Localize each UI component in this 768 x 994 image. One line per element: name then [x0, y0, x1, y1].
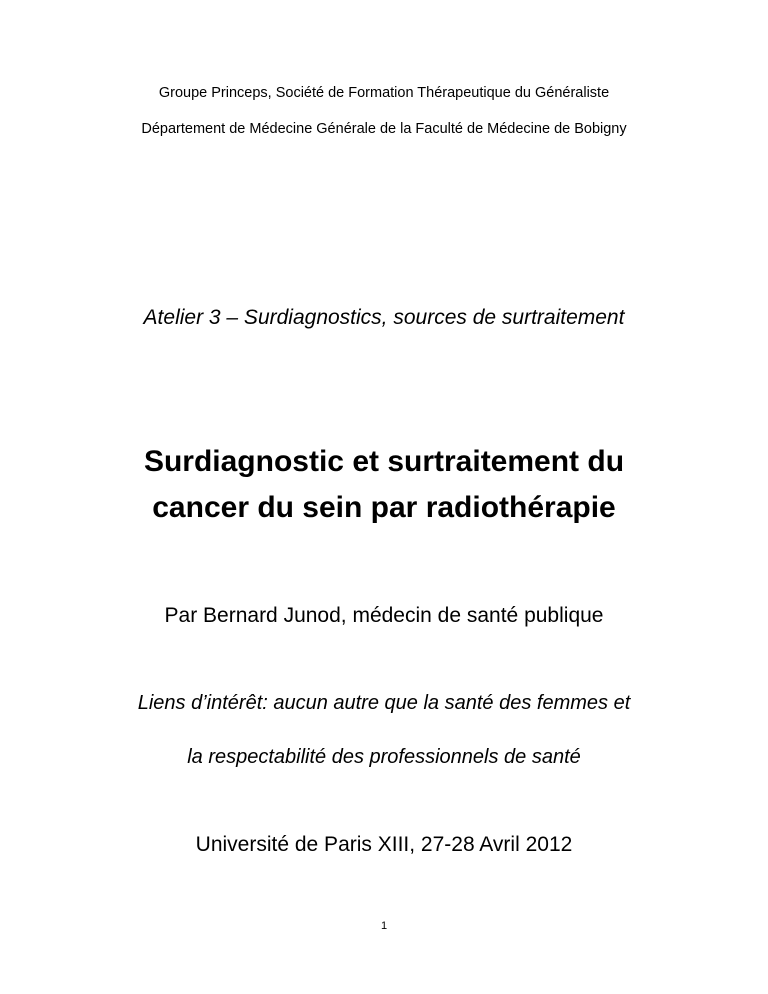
author-line: Par Bernard Junod, médecin de santé publique: [164, 604, 604, 627]
conflicts-of-interest-line-1: Liens d’intérêt: aucun autre que la santé des femmes et: [137, 692, 631, 714]
conflicts-of-interest-line-2: la respectabilité des professionnels de santé: [187, 746, 581, 768]
document-title-line-2: cancer du sein par radiothérapie: [152, 491, 616, 524]
organization-header: Groupe Princeps, Société de Formation Thérapeutique du Généraliste: [158, 85, 610, 101]
page-number: 1: [380, 920, 388, 932]
workshop-title: Atelier 3 – Surdiagnostics, sources de surtraitement: [143, 306, 625, 329]
venue-date-line: Université de Paris XIII, 27-28 Avril 2012: [195, 833, 573, 856]
department-header: Département de Médecine Générale de la Faculté de Médecine de Bobigny: [141, 121, 627, 137]
document-title-line-1: Surdiagnostic et surtraitement du: [143, 445, 625, 478]
